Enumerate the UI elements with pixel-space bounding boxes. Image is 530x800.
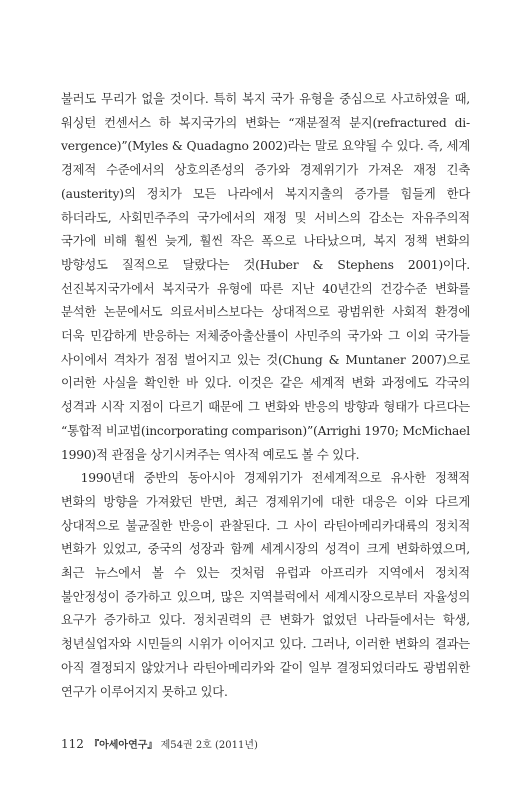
body-text: [61, 88, 470, 704]
paragraph-2: 1990년대 중반의 동아시아 경제위기가 전세계적으로 유사한 정책적 변화의 방향을 가져왔던 반면, 최근 경제위기에 대한 대응은 이와 다르게 상대적으로 불균질한 반응이 관찰된다. 그 사이 라틴아메리카대륙의 정치적 변화가 있었고, 중국의 성장과 함께 세계시장의 성격이 크게 변화하였으며, 최근 뉴스에서 볼 수 있는 것처럼 유럽과 아프리카 지역에서 정치적 불안정성이 증가하고 있으며, 많은 지역블럭에서 세계시장으로부터 자율성의 요구가 증가하고 있다. 정치권력의 큰 변화가 없었던 나라들에서는 학생, 청년실업자와 시민들의 시위가 이어지고 있다. 그러나, 이러한 변화의 결과는 아직 결정되지 않았거나 라틴아메리카와 같이 일부 결정되었더라도 광범위한 연구가 이루어지지 못하고 있다.: [61, 471, 470, 699]
journal-title: 『아세아연구』: [89, 740, 158, 751]
paragraph-1: 불러도 무리가 없을 것이다. 특히 복지 국가 유형을 중심으로 사고하였을 때, 워싱턴 컨센서스 하 복지국가의 변화는 “재분절적 분지(refractured di-vergence)”(Myles & Quadagno 2002)라는 말로 요약될 수 있다. 즉, 세계 경제적 수준에서의 상호의존성의 증가와 경제위기가 가져온 재정 긴축(austerity)의 정치가 모든 나라에서 복지지출의 증가를 힘들게 한다 하더라도, 사회민주주의 국가에서의 재정 및 서비스의 감소는 자유주의적 국가에 비해 훨씬 늦게, 훨씬 작은 폭으로 나타났으며, 복지 정책 변화의 방향성도 질적으로 달랐다는 것(Huber & Stephens 2001)이다. 선진복지국가에서 복지국가 유형에 따른 지난 40년간의 건강수준 변화를 분석한 논문에서도 의료서비스보다는 상대적으로 광범위한 사회적 환경에 더욱 민감하게 반응하는 저체중아출산률이 사민주의 국가와 그 이외 국가들 사이에서 격차가 점점 벌어지고 있는 것(Chung & Muntaner 2007)으로 이러한 사실을 확인한 바 있다. 이것은 같은 세계적 변화 과정에도 각국의 성격과 시작 지점이 다르기 때문에 그 변화와 반응의 방향과 형태가 다르다는 “통합적 비교법(incorporating comparison)”(Arrighi 1970; McMichael 1990)적 관점을 상기시켜주는 역사적 예로도 볼 수 있다.: [61, 92, 470, 462]
page-footer: [61, 736, 258, 751]
issue-info: 제54권 2호 (2011년): [160, 740, 258, 751]
page-number: 112: [61, 737, 84, 751]
